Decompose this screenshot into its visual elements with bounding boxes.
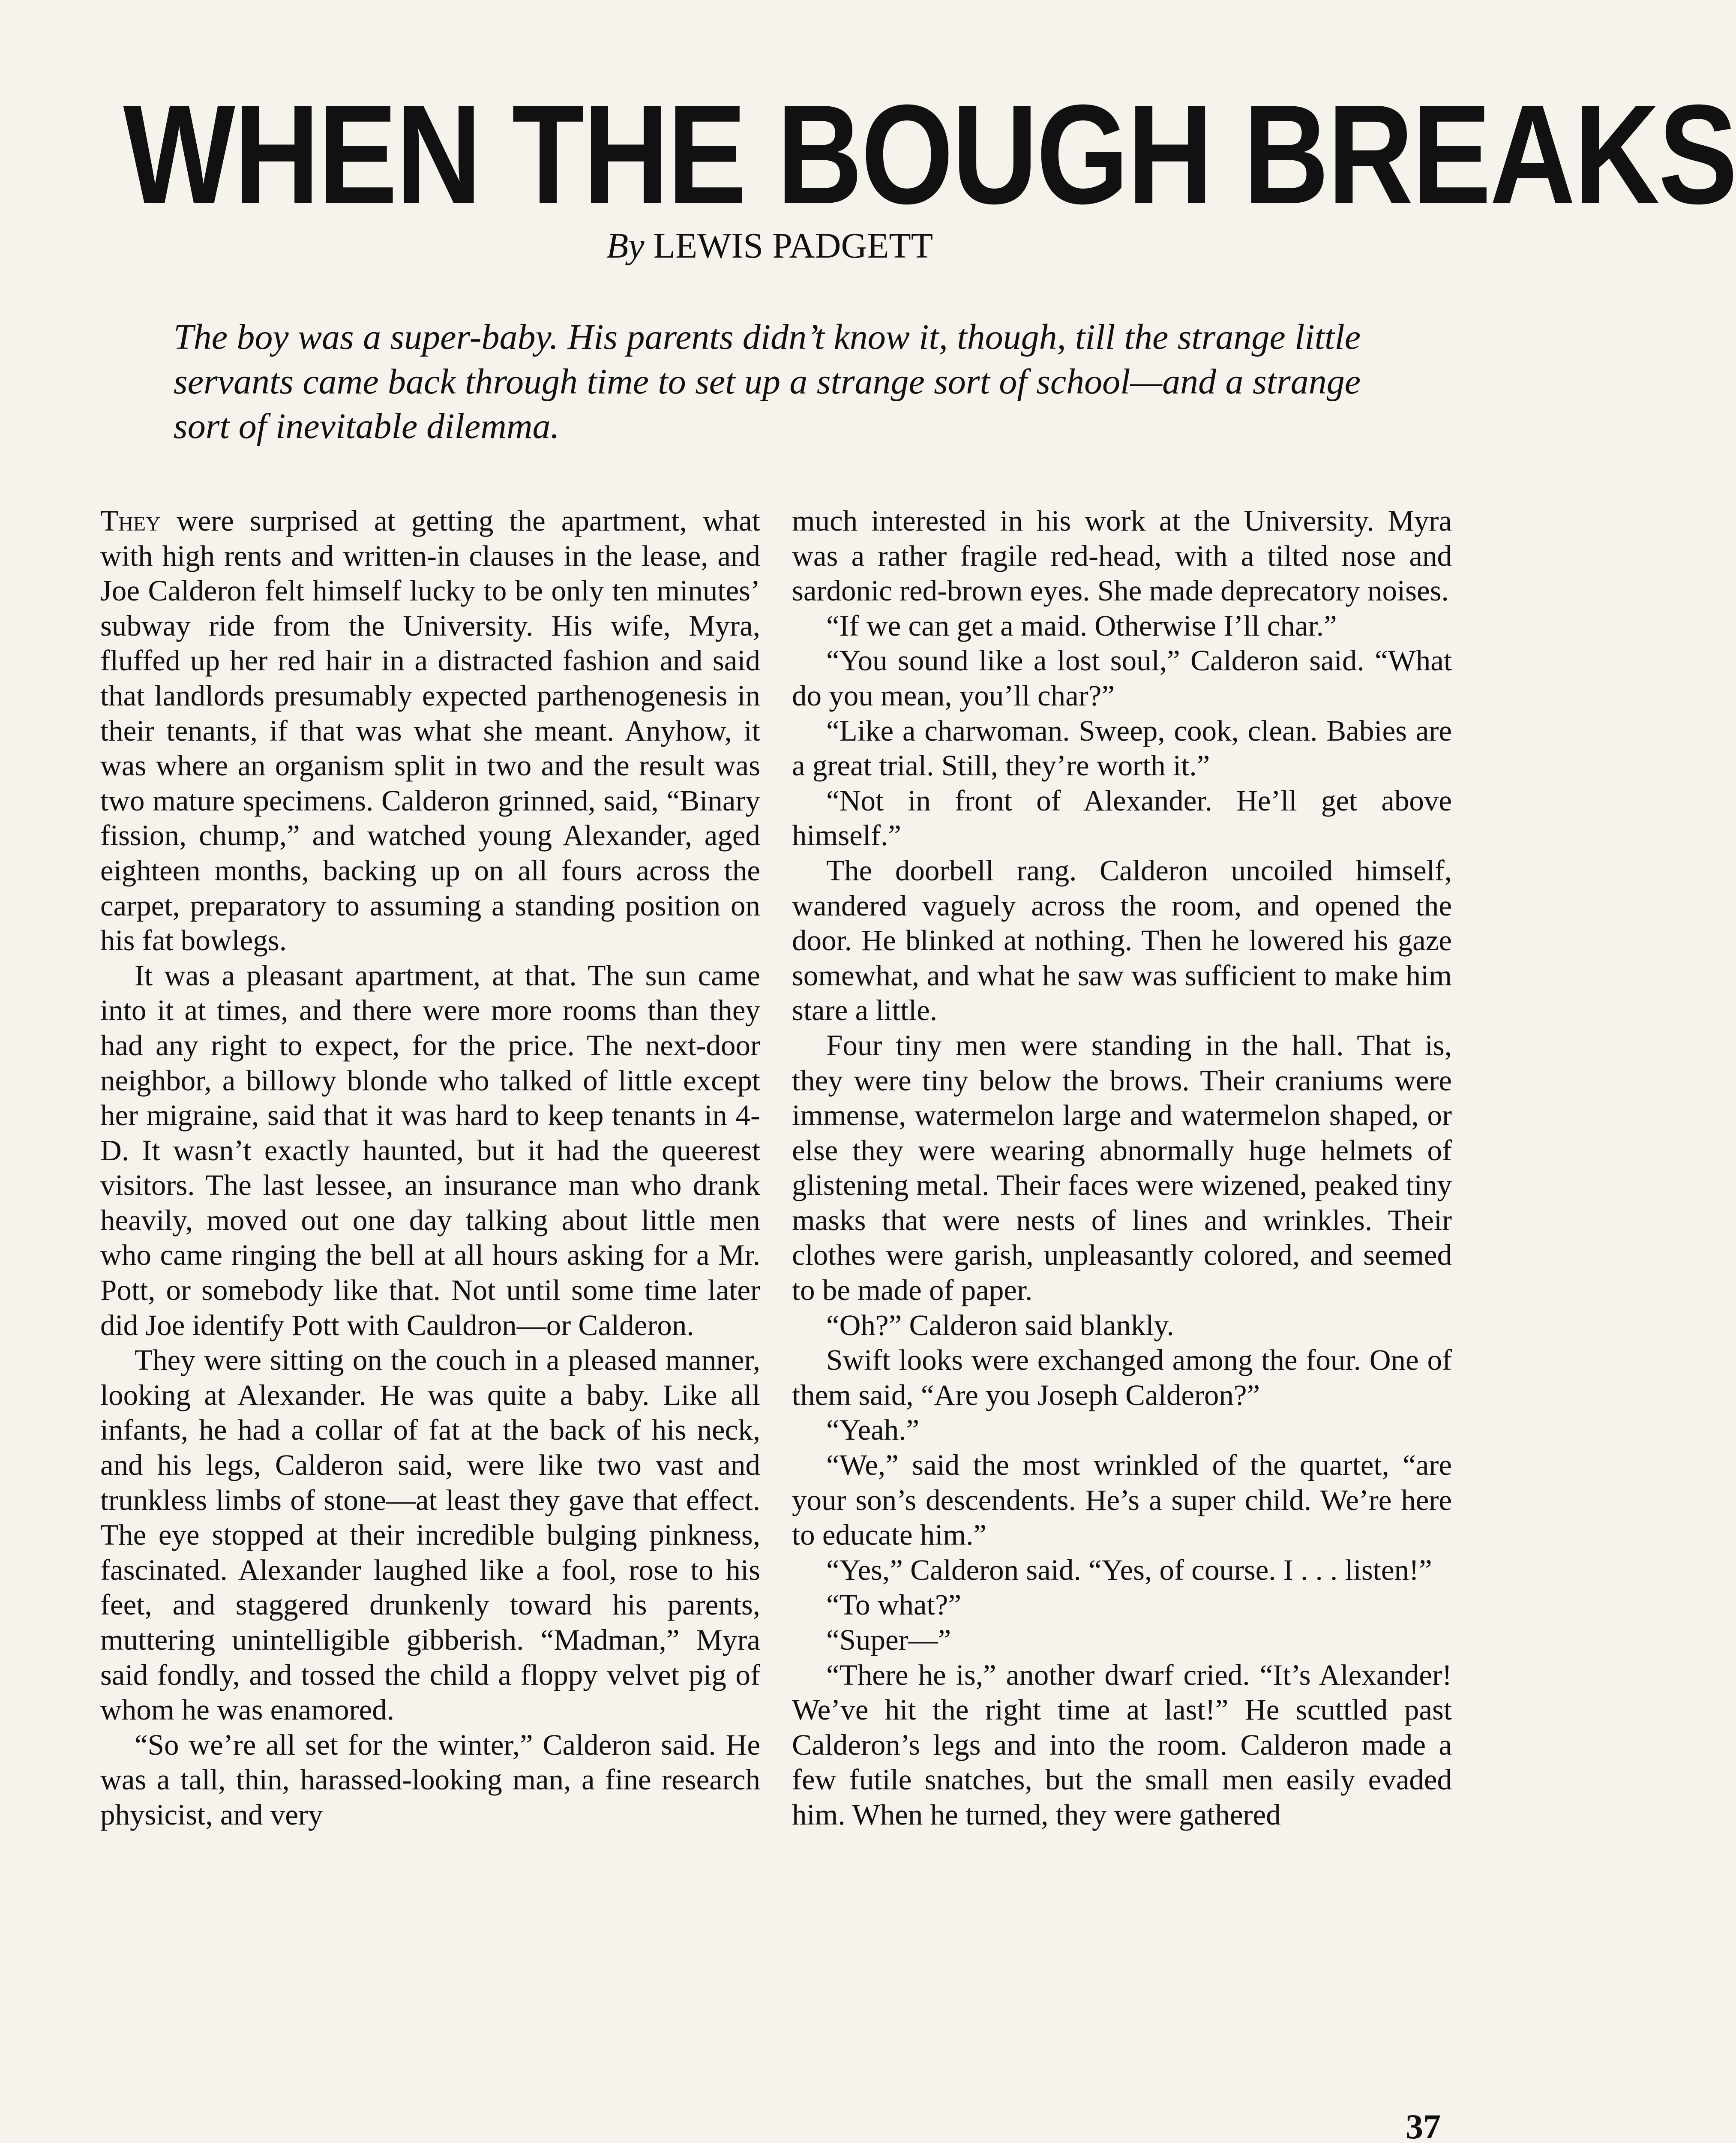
paragraph: “Yes,” Calderon said. “Yes, of course. I . . . listen!” (826, 1553, 1432, 1586)
page-number: 37 (1406, 2107, 1441, 2143)
paragraph: much interested in his work at the University. Myra was a rather fragile red-head, with a tilted nose and sardonic red-brown eyes. She made deprecatory noises. (792, 504, 1452, 607)
paragraph: “There he is,” another dwarf cried. “It’s Alexander! We’ve hit the right time at last!” He scuttled past Calderon’s legs and into the room. Calderon made a few futile snatches, but the small men easily evaded him. When he turned, they were gathered (792, 1658, 1452, 1831)
paragraph: “We,” said the most wrinkled of the quartet, “are your son’s descendents. He’s a super child. We’re here to educate him.” (792, 1449, 1452, 1552)
paragraph: “So we’re all set for the winter,” Calderon said. He was a tall, thin, harassed-looking man, a fine research physicist, and very (100, 1728, 760, 1831)
paragraph: “Oh?” Calderon said blankly. (826, 1309, 1174, 1342)
left-column (100, 504, 760, 1833)
paragraph: The doorbell rang. Calderon uncoiled himself, wandered vaguely across the room, and opened the door. He blinked at nothing. Then he lowered his gaze somewhat, and what he saw was sufficient to make him stare a little. (792, 854, 1452, 1027)
paragraph: “If we can get a maid. Otherwise I’ll char.” (826, 609, 1337, 642)
paragraph: “Like a charwoman. Sweep, cook, clean. Babies are a great trial. Still, they’re worth it.” (792, 714, 1452, 782)
paragraph: It was a pleasant apartment, at that. The sun came into it at times, and there were more rooms than they had any right to expect, for the price. The next-door neighbor, a billowy blonde who talked of little except her migraine, said that it was hard to keep tenants in 4-D. It wasn’t exactly haunted, but it had the queerest visitors. The last lessee, an insurance man who drank heavily, moved out one day talking about little men who came ringing the bell at all hours asking for a Mr. Pott, or somebody like that. Not until some time later did Joe identify Pott with Cauldron—or Calderon. (100, 959, 760, 1342)
story-title: WHEN THE BOUGH BREAKS (123, 75, 1736, 233)
lead-in: They (100, 504, 161, 537)
paragraph: “Yeah.” (826, 1414, 920, 1447)
paragraph: They were surprised at getting the apartment, what with high rents and written-in clauses in the lease, and Joe Calderon felt himself lucky to be only ten minutes’ subway ride from the University. His wife, Myra, fluffed up her red hair in a distracted fashion and said that landlords presumably expected parthenogenesis in their tenants, if that was what she meant. Anyhow, it was where an organism split in two and the result was two mature specimens. Calderon grinned, said, “Binary fission, chump,” and watched young Alexander, aged eighteen months, backing up on all fours across the carpet, preparatory to assuming a standing position on his fat bowlegs. (100, 504, 760, 957)
right-column (792, 504, 1452, 1833)
paragraph: “You sound like a lost soul,” Calderon said. “What do you mean, you’ll char?” (792, 644, 1452, 712)
paragraph: “Not in front of Alexander. He’ll get above himself.” (792, 784, 1452, 852)
paragraph: “To what?” (826, 1588, 962, 1621)
paragraph: “Super—” (826, 1624, 951, 1656)
byline (0, 225, 1539, 267)
paragraph: Four tiny men were standing in the hall. That is, they were tiny below the brows. Their craniums were immense, watermelon large and watermelon shaped, or else they were wearing abnormally huge helmets of glistening metal. Their faces were wizened, peaked tiny masks that were nests of lines and wrinkles. Their clothes were garish, unpleasantly colored, and seemed to be made of paper. (792, 1029, 1452, 1307)
paragraph: Swift looks were exchanged among the four. One of them said, “Are you Joseph Calderon?” (792, 1344, 1452, 1411)
author-name: LEWIS PADGETT (653, 226, 933, 266)
paragraph: They were sitting on the couch in a pleased manner, looking at Alexander. He was quite a baby. Like all infants, he had a collar of fat at the back of his neck, and his legs, Calderon said, were like two vast and trunkless limbs of stone—at least they gave that effect. The eye stopped at their incredible bulging pinkness, fascinated. Alexander laughed like a fool, rose to his feet, and staggered drunkenly toward his parents, muttering unintelligible gibberish. “Madman,” Myra said fondly, and tossed the child a floppy velvet pig of whom he was enamored. (100, 1344, 760, 1726)
story-blurb: The boy was a super-baby. His parents didn’t know it, though, till the strange little servants came back through time to set up a strange sort of school—and a strange sort of inevitable dilemma. (174, 317, 1361, 446)
byline-prefix: By (606, 226, 645, 266)
